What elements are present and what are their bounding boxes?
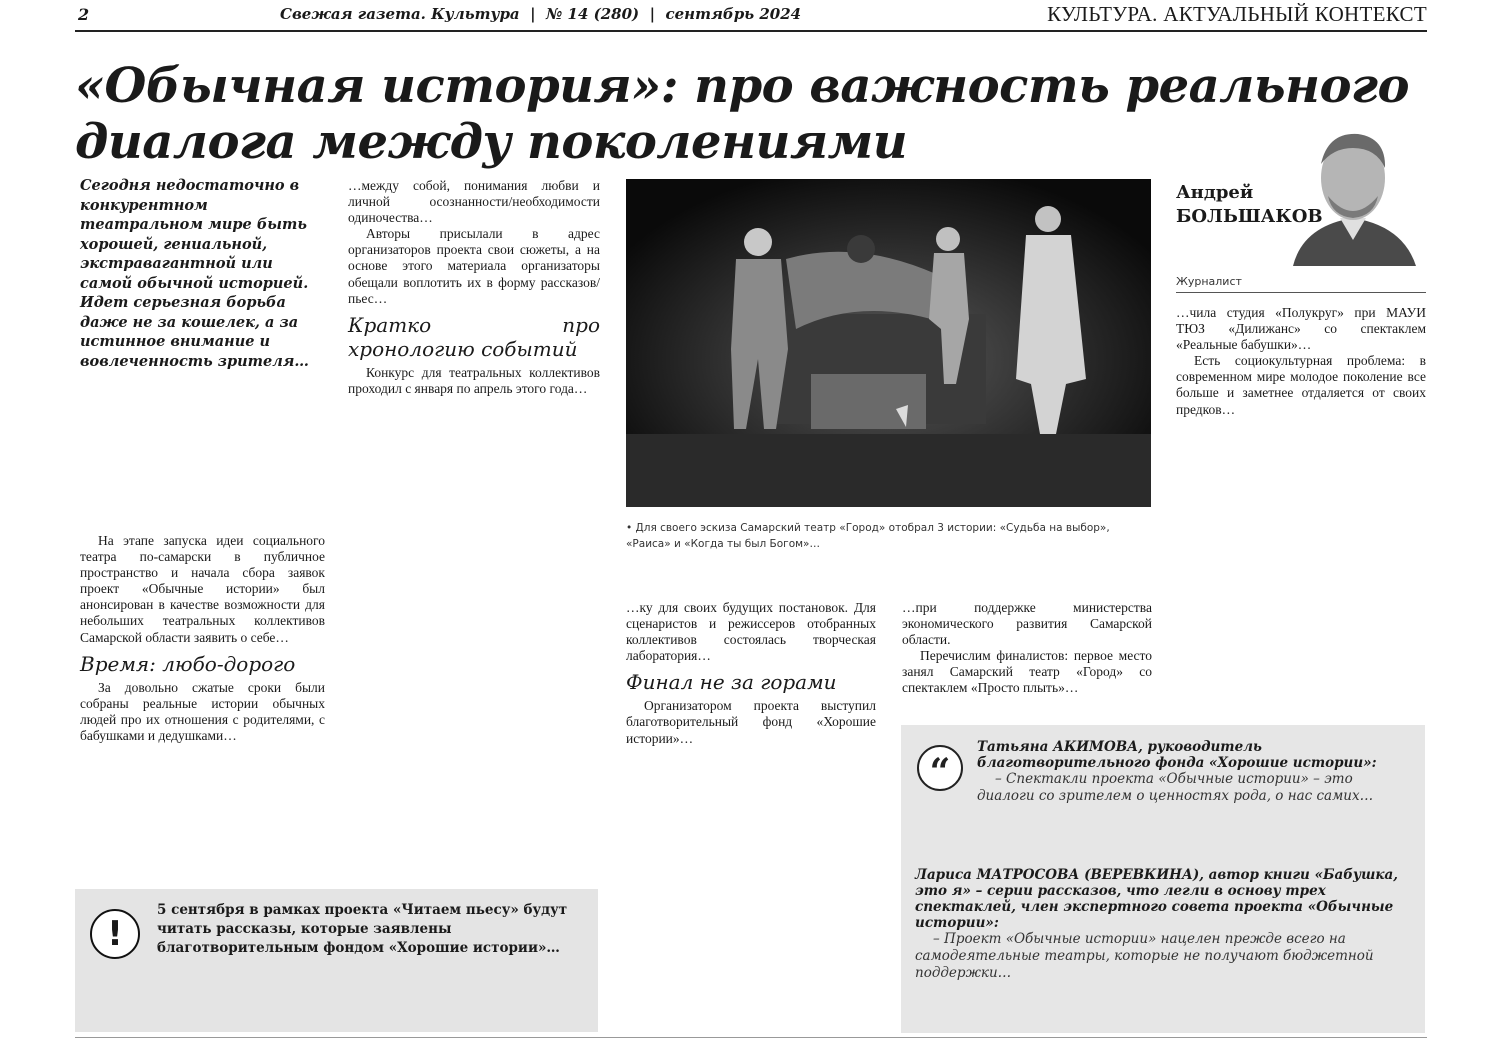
author-byline	[1176, 181, 1323, 229]
photo-caption: • Для своего эскиза Самарский театр «Город» отобрал 3 истории: «Судьба на выбор», «Раиса» и «Когда ты был Богом»…	[626, 522, 1110, 550]
paragraph: …ку для своих будущих постановок. Для сценаристов и режиссеров отобранных коллективов состоялась творческая лаборатория…	[626, 600, 876, 664]
quote-mark-glyph	[919, 747, 961, 789]
paragraph: Конкурс для театральных коллективов проходил с января по апрель этого года…	[348, 364, 600, 396]
paragraph: Организатором проекта выступил благотворительный фонд «Хорошие истории»…	[626, 698, 876, 746]
quote-speaker: Татьяна АКИМОВА, руководитель благотворительного фонда «Хорошие истории»:	[977, 739, 1377, 771]
header-divider	[75, 30, 1427, 32]
quote-text: – Спектакли проекта «Обычные истории» – это диалоги со зрителем о ценностях рода, о нас самих…	[977, 771, 1374, 804]
page-number: 2	[78, 5, 90, 24]
article-column-5	[1176, 305, 1426, 418]
stage-photo-illustration	[626, 179, 1151, 507]
notice-text: 5 сентября в рамках проекта «Читаем пьесу» будут читать рассказы, которые заявлены благотворительным фондом «Хорошие истории»…	[157, 902, 568, 956]
article-headline: «Обычная история»: про важность реального диалога между поколениями	[75, 58, 1410, 170]
exclamation-icon: !	[90, 909, 140, 959]
article-column-1	[80, 533, 325, 744]
quote-text: – Проект «Обычные истории» нацелен прежде всего на самодеятельные театры, которые не получают бюджетной поддержки…	[915, 931, 1374, 981]
quote-matrosova	[915, 867, 1413, 982]
article-column-3	[626, 600, 876, 747]
paragraph: …между собой, понимания любви и личной осознанности/необходимости одиночества…	[348, 178, 600, 226]
author-role: Журналист	[1176, 275, 1242, 288]
bottom-divider	[75, 1037, 1427, 1038]
subheading-chronology: Кратко про хронологию событий	[348, 312, 600, 361]
author-first-name: Андрей	[1176, 182, 1254, 203]
article-lead: Сегодня недостаточно в конкурентном театральном мире быть хорошей, гениальной, экстравагантной или самой обычной историей. Идет серьезная борьба даже не за кошелек, а за истинное внимание и вовлеченность зрителя…	[80, 177, 309, 370]
paragraph: …при поддержке министерства экономического развития Самарской области.	[902, 600, 1152, 648]
subheading-final: Финал не за горами	[626, 670, 837, 695]
quote-mark-icon	[917, 745, 963, 791]
subheading-time: Время: любо-дорого	[80, 651, 296, 676]
svg-text:“: “	[929, 751, 951, 789]
paragraph: Перечислим финалистов: первое место занял Самарский театр «Город» со спектаклем «Просто плыть»…	[902, 648, 1152, 696]
paragraph: На этапе запуска идеи социального театра по-самарски в публичное пространство и начала сбора заявок проект «Обычные истории» был анонсирован в качестве возможности для небольших театральных коллективов Самарской области заявить о себе…	[80, 533, 325, 645]
paragraph: Есть социокультурная проблема: в современном мире молодое поколение все больше и заметнее отдаляется от своих предков…	[1176, 353, 1426, 417]
author-divider	[1176, 292, 1426, 293]
article-column-2	[348, 178, 600, 397]
quote-speaker: Лариса МАТРОСОВА (ВЕРЕВКИНА), автор книги «Бабушка, это я» – серии рассказов, что легли в основу трех спектаклей, член экспертного совета проекта «Обычные истории»:	[915, 867, 1398, 931]
paragraph: За довольно сжатые сроки были собраны реальные истории обычных людей про их отношения с родителями, с бабушками и дедушками…	[80, 679, 325, 743]
section-rubric: КУЛЬТУРА. АКТУАЛЬНЫЙ КОНТЕКСТ	[1047, 2, 1427, 26]
article-column-4	[902, 600, 1152, 697]
quote-akimova	[977, 739, 1413, 805]
quotes-box	[901, 725, 1425, 1033]
notice-box	[75, 889, 598, 1032]
paragraph: Авторы присылали в адрес организаторов проекта свои сюжеты, а на основе этого материала организаторы обещали воплотить их в форму рассказов/пьес…	[348, 226, 600, 306]
author-last-name: БОЛЬШАКОВ	[1176, 206, 1323, 227]
paragraph: …чила студия «Полукруг» при МАУИ ТЮЗ «Дилижанс» со спектаклем «Реальные бабушки»…	[1176, 305, 1426, 353]
issue-line: Свежая газета. Культура | № 14 (280) | сентябрь 2024	[280, 5, 802, 23]
stage-photo	[626, 179, 1151, 507]
